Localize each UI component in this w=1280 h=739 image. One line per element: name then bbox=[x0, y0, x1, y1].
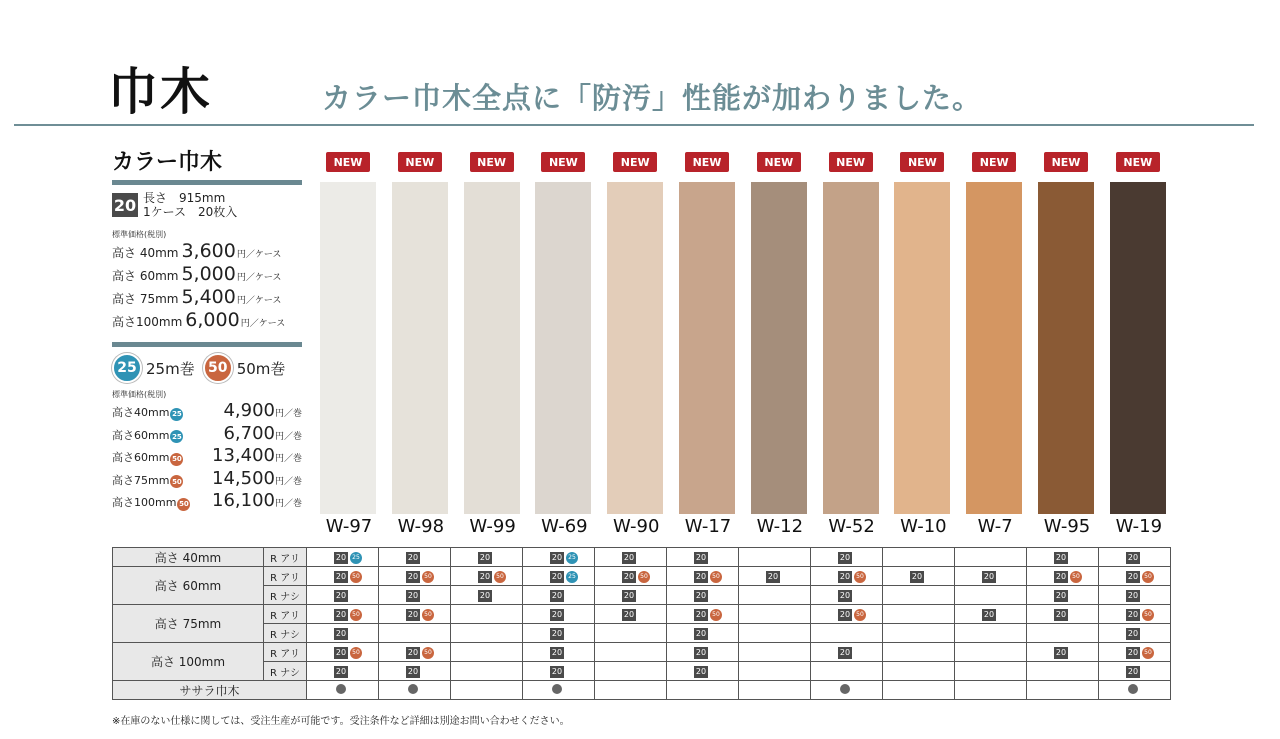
table-cell bbox=[307, 643, 379, 662]
table-cell bbox=[379, 567, 451, 586]
case-badge: 20 bbox=[695, 628, 707, 638]
case-badge: 20 bbox=[551, 590, 563, 600]
color-code: W-95 bbox=[1043, 516, 1091, 537]
table-cell bbox=[667, 605, 739, 624]
case-badge: 20 bbox=[551, 666, 563, 676]
case-badge: 20 bbox=[335, 628, 347, 638]
table-cell bbox=[523, 643, 595, 662]
table-cell bbox=[451, 681, 523, 700]
table-cell bbox=[667, 643, 739, 662]
price-unit: 円／ケース bbox=[236, 296, 282, 306]
new-tag: NEW bbox=[1116, 152, 1160, 172]
price-unit: 円／ケース bbox=[236, 273, 282, 283]
r-label: R ナシ bbox=[264, 586, 307, 605]
new-tag: NEW bbox=[685, 152, 729, 172]
color-code: W-17 bbox=[684, 516, 732, 537]
case-badge: 20 bbox=[1055, 590, 1067, 600]
price-amount: 6,000 bbox=[185, 309, 240, 331]
case-badge: 20 bbox=[623, 552, 635, 562]
color-code: W-12 bbox=[756, 516, 804, 537]
price-amount: 3,600 bbox=[181, 240, 236, 262]
table-cell bbox=[1027, 624, 1099, 643]
height-label: 高さ 100mm bbox=[113, 643, 264, 681]
roll-badge: 25 bbox=[170, 430, 183, 443]
table-cell bbox=[1027, 567, 1099, 586]
table-cell bbox=[667, 624, 739, 643]
color-chip bbox=[392, 182, 448, 514]
table-cell bbox=[667, 548, 739, 567]
table-cell bbox=[523, 624, 595, 643]
table-cell bbox=[379, 624, 451, 643]
color-code: W-52 bbox=[828, 516, 875, 537]
table-cell bbox=[1099, 605, 1171, 624]
color-code: W-10 bbox=[900, 516, 947, 537]
table-cell bbox=[523, 662, 595, 681]
table-cell bbox=[739, 681, 811, 700]
r-label: R アリ bbox=[264, 605, 307, 624]
case-badge: 20 bbox=[335, 552, 347, 562]
table-cell bbox=[451, 605, 523, 624]
price-amount: 6,700 bbox=[223, 422, 275, 444]
case-badge: 20 bbox=[335, 647, 347, 657]
case-badge: 20 bbox=[839, 552, 851, 562]
table-cell bbox=[595, 586, 667, 605]
case-badge: 20 bbox=[1055, 571, 1067, 581]
case-badge: 20 bbox=[983, 609, 995, 619]
r-label: R アリ bbox=[264, 548, 307, 567]
table-cell bbox=[667, 586, 739, 605]
table-cell bbox=[379, 643, 451, 662]
sasara-row bbox=[113, 681, 1171, 700]
roll-badge: 50 bbox=[710, 609, 722, 621]
color-chip bbox=[894, 182, 950, 514]
case-badge: 20 bbox=[551, 628, 563, 638]
table-cell bbox=[523, 605, 595, 624]
length-label: 長さ 915mm bbox=[143, 191, 226, 205]
case-badge: 20 bbox=[479, 552, 491, 562]
table-cell bbox=[811, 567, 883, 586]
table-cell bbox=[307, 586, 379, 605]
case-badge: 20 bbox=[407, 571, 419, 581]
color-chip bbox=[679, 182, 735, 514]
table-row bbox=[113, 643, 1171, 662]
roll-badge: 50 bbox=[422, 571, 434, 583]
case-count-badge: 20 bbox=[112, 193, 138, 217]
available-dot bbox=[552, 684, 562, 694]
case-badge: 20 bbox=[335, 590, 347, 600]
table-cell bbox=[1099, 662, 1171, 681]
case-badge: 20 bbox=[695, 609, 707, 619]
price-height: 高さ60mm bbox=[112, 451, 170, 464]
roll-50-label: 50m巻 bbox=[236, 359, 286, 378]
new-tag: NEW bbox=[829, 152, 873, 172]
price-unit: 円／巻 bbox=[274, 476, 302, 487]
table-row bbox=[113, 624, 1171, 643]
color-code: W-69 bbox=[541, 516, 588, 537]
table-row bbox=[113, 586, 1171, 605]
case-badge: 20 bbox=[1055, 647, 1067, 657]
color-code: W-90 bbox=[612, 516, 660, 537]
spec-table bbox=[112, 547, 1171, 700]
price-unit: 円／巻 bbox=[274, 454, 302, 464]
case-badge: 20 bbox=[1127, 666, 1139, 676]
roll-price-row bbox=[112, 400, 302, 423]
table-cell bbox=[811, 662, 883, 681]
new-tag: NEW bbox=[613, 152, 657, 172]
color-code: W-7 bbox=[977, 516, 1013, 537]
case-badge: 20 bbox=[623, 609, 635, 619]
case-badge: 20 bbox=[695, 552, 707, 562]
color-chip bbox=[966, 182, 1022, 514]
table-cell bbox=[307, 681, 379, 700]
price-unit: 円／巻 bbox=[274, 409, 302, 419]
case-badge: 20 bbox=[839, 647, 851, 657]
table-cell bbox=[811, 605, 883, 624]
table-cell bbox=[739, 567, 811, 586]
price-unit: 円／巻 bbox=[274, 499, 302, 509]
price-unit: 円／ケース bbox=[236, 250, 282, 260]
roll-badge: 50 bbox=[1142, 647, 1154, 659]
roll-legend bbox=[112, 353, 302, 383]
price-height: 高さ75mm bbox=[112, 473, 170, 487]
color-chip bbox=[1110, 182, 1166, 514]
case-badge: 20 bbox=[695, 590, 707, 600]
price-height: 高さ40mm bbox=[112, 406, 170, 419]
price-amount: 16,100 bbox=[212, 490, 275, 511]
color-chip bbox=[607, 182, 663, 514]
table-cell bbox=[667, 567, 739, 586]
roll-price-row bbox=[112, 490, 302, 513]
color-chip bbox=[320, 182, 376, 514]
table-cell bbox=[883, 567, 955, 586]
roll-badge: 50 bbox=[854, 571, 866, 583]
table-cell bbox=[1099, 586, 1171, 605]
new-tag: NEW bbox=[900, 152, 944, 172]
table-cell bbox=[379, 548, 451, 567]
case-badge: 20 bbox=[407, 666, 419, 676]
available-dot bbox=[1128, 684, 1138, 694]
table-cell bbox=[307, 605, 379, 624]
table-cell bbox=[883, 643, 955, 662]
roll-badge: 50 bbox=[494, 571, 506, 583]
table-cell bbox=[379, 605, 451, 624]
roll-badge: 50 bbox=[350, 647, 362, 659]
case-badge: 20 bbox=[839, 571, 851, 581]
table-cell bbox=[955, 681, 1027, 700]
table-cell bbox=[739, 586, 811, 605]
table-cell bbox=[523, 567, 595, 586]
roll-badge: 25 bbox=[170, 408, 183, 421]
case-badge: 20 bbox=[335, 666, 347, 676]
available-dot bbox=[408, 684, 418, 694]
height-label: 高さ 40mm bbox=[113, 548, 264, 567]
table-cell bbox=[1027, 662, 1099, 681]
case-label: 1ケース 20枚入 bbox=[143, 205, 238, 219]
top-divider bbox=[14, 124, 1254, 126]
table-cell bbox=[523, 586, 595, 605]
new-tag: NEW bbox=[541, 152, 585, 172]
table-cell bbox=[595, 624, 667, 643]
roll-badge: 50 bbox=[710, 571, 722, 583]
case-badge: 20 bbox=[1055, 609, 1067, 619]
roll-badge: 50 bbox=[350, 609, 362, 621]
table-cell bbox=[307, 662, 379, 681]
table-cell bbox=[1099, 548, 1171, 567]
roll-badge: 50 bbox=[170, 453, 183, 466]
case-spec bbox=[112, 191, 302, 219]
table-cell bbox=[883, 662, 955, 681]
case-badge: 20 bbox=[695, 647, 707, 657]
table-cell bbox=[595, 643, 667, 662]
r-label: R アリ bbox=[264, 643, 307, 662]
table-cell bbox=[523, 548, 595, 567]
table-cell bbox=[1027, 643, 1099, 662]
case-badge: 20 bbox=[839, 590, 851, 600]
roll-badge: 50 bbox=[422, 609, 434, 621]
roll-price-list bbox=[112, 400, 302, 513]
table-cell bbox=[307, 548, 379, 567]
price-amount: 5,000 bbox=[181, 263, 236, 285]
table-cell bbox=[955, 605, 1027, 624]
roll-badge: 50 bbox=[854, 609, 866, 621]
roll-25-label: 25m巻 bbox=[146, 359, 195, 378]
case-badge: 20 bbox=[479, 571, 491, 581]
case-badge: 20 bbox=[767, 571, 779, 581]
table-cell bbox=[955, 567, 1027, 586]
case-badge: 20 bbox=[1127, 647, 1139, 657]
table-cell bbox=[1099, 567, 1171, 586]
price-panel bbox=[112, 145, 302, 513]
case-price-row bbox=[112, 240, 302, 263]
table-cell bbox=[811, 586, 883, 605]
table-cell bbox=[811, 643, 883, 662]
case-badge: 20 bbox=[695, 571, 707, 581]
table-cell bbox=[955, 586, 1027, 605]
case-badge: 20 bbox=[335, 571, 347, 581]
table-cell bbox=[739, 605, 811, 624]
table-cell bbox=[451, 548, 523, 567]
table-row bbox=[113, 662, 1171, 681]
price-height: 高さ 40mm bbox=[112, 246, 179, 260]
case-badge: 20 bbox=[335, 609, 347, 619]
available-dot bbox=[336, 684, 346, 694]
table-cell bbox=[955, 548, 1027, 567]
roll-price-row bbox=[112, 468, 302, 491]
color-code: W-99 bbox=[469, 516, 516, 537]
case-badge: 20 bbox=[1055, 552, 1067, 562]
price-height: 高さ 60mm bbox=[112, 269, 179, 283]
case-badge: 20 bbox=[1127, 628, 1139, 638]
new-tag: NEW bbox=[972, 152, 1016, 172]
height-label: 高さ 75mm bbox=[113, 605, 264, 643]
price-height: 高さ 75mm bbox=[112, 292, 179, 306]
color-chip bbox=[535, 182, 591, 514]
case-badge: 20 bbox=[551, 571, 563, 581]
table-cell bbox=[451, 643, 523, 662]
roll-badge: 50 bbox=[1070, 571, 1082, 583]
new-tag: NEW bbox=[326, 152, 370, 172]
new-tag: NEW bbox=[1044, 152, 1088, 172]
table-cell bbox=[1027, 681, 1099, 700]
table-cell bbox=[379, 681, 451, 700]
table-cell bbox=[451, 567, 523, 586]
new-tag: NEW bbox=[757, 152, 801, 172]
case-badge: 20 bbox=[407, 552, 419, 562]
color-code: W-97 bbox=[325, 516, 373, 537]
table-cell bbox=[451, 586, 523, 605]
price-amount: 5,400 bbox=[181, 286, 236, 308]
color-code: W-19 bbox=[1115, 516, 1163, 537]
case-price-row bbox=[112, 309, 302, 332]
price-amount: 14,500 bbox=[212, 467, 275, 489]
section-divider bbox=[112, 180, 302, 185]
page-title: 巾木 bbox=[108, 63, 212, 121]
table-cell bbox=[451, 624, 523, 643]
table-cell bbox=[595, 548, 667, 567]
page-subtitle: カラー巾木全点に「防汚」性能が加わりました。 bbox=[322, 81, 983, 115]
table-cell bbox=[667, 681, 739, 700]
new-tag: NEW bbox=[398, 152, 442, 172]
price-height: 高さ60mm bbox=[112, 428, 170, 442]
roll-badge: 50 bbox=[422, 647, 434, 659]
roll-25-badge: 25 bbox=[112, 353, 142, 383]
case-badge: 20 bbox=[1127, 609, 1139, 619]
case-badge: 20 bbox=[623, 590, 635, 600]
table-cell bbox=[955, 662, 1027, 681]
height-label: 高さ 60mm bbox=[113, 567, 264, 605]
table-cell bbox=[883, 681, 955, 700]
table-cell bbox=[595, 681, 667, 700]
color-chip bbox=[1038, 182, 1094, 514]
table-cell bbox=[739, 624, 811, 643]
table-cell bbox=[379, 586, 451, 605]
case-price-list bbox=[112, 240, 302, 332]
case-badge: 20 bbox=[551, 647, 563, 657]
table-cell bbox=[811, 548, 883, 567]
new-tag: NEW bbox=[470, 152, 514, 172]
table-cell bbox=[739, 643, 811, 662]
case-badge: 20 bbox=[407, 647, 419, 657]
case-badge: 20 bbox=[551, 609, 563, 619]
case-badge: 20 bbox=[479, 590, 491, 600]
table-cell bbox=[1027, 548, 1099, 567]
roll-badge: 50 bbox=[170, 475, 183, 488]
case-badge: 20 bbox=[983, 571, 995, 581]
footnote: ※在庫のない仕様に関しては、受注生産が可能です。受注条件など詳細は別途お問い合わせください。 bbox=[112, 716, 570, 727]
case-badge: 20 bbox=[551, 552, 563, 562]
table-cell bbox=[811, 624, 883, 643]
case-badge: 20 bbox=[839, 609, 851, 619]
color-chip bbox=[751, 182, 807, 514]
section-title: カラー巾木 bbox=[112, 150, 223, 175]
table-row bbox=[113, 605, 1171, 624]
roll-price-row bbox=[112, 423, 302, 446]
table-cell bbox=[955, 624, 1027, 643]
price-height: 高さ100mm bbox=[112, 315, 183, 329]
case-badge: 20 bbox=[911, 571, 923, 581]
case-price-row bbox=[112, 263, 302, 286]
case-badge: 20 bbox=[695, 666, 707, 676]
table-cell bbox=[307, 567, 379, 586]
case-badge: 20 bbox=[1127, 571, 1139, 581]
table-cell bbox=[667, 662, 739, 681]
r-label: R ナシ bbox=[264, 624, 307, 643]
price-amount: 13,400 bbox=[212, 445, 275, 466]
r-label: R アリ bbox=[264, 567, 307, 586]
color-chip bbox=[823, 182, 879, 514]
table-cell bbox=[379, 662, 451, 681]
sasara-label: ササラ巾木 bbox=[113, 681, 307, 700]
roll-badge: 50 bbox=[1142, 571, 1154, 583]
color-code: W-98 bbox=[397, 516, 445, 537]
price-label-2: 標準価格(税別) bbox=[112, 390, 167, 399]
roll-badge: 50 bbox=[350, 571, 362, 583]
table-row bbox=[113, 548, 1171, 567]
table-cell bbox=[307, 624, 379, 643]
roll-badge: 25 bbox=[350, 552, 362, 564]
table-cell bbox=[955, 643, 1027, 662]
case-badge: 20 bbox=[1127, 552, 1139, 562]
roll-badge: 25 bbox=[566, 552, 578, 564]
table-row bbox=[113, 567, 1171, 586]
price-height: 高さ100mm bbox=[112, 496, 177, 509]
color-chip bbox=[464, 182, 520, 514]
case-badge: 20 bbox=[1127, 590, 1139, 600]
table-cell bbox=[739, 548, 811, 567]
table-cell bbox=[595, 662, 667, 681]
roll-badge: 50 bbox=[177, 498, 190, 511]
available-dot bbox=[840, 684, 850, 694]
roll-50-badge: 50 bbox=[203, 353, 233, 383]
table-cell bbox=[883, 586, 955, 605]
case-badge: 20 bbox=[407, 609, 419, 619]
price-amount: 4,900 bbox=[223, 400, 275, 421]
table-cell bbox=[811, 681, 883, 700]
r-label: R ナシ bbox=[264, 662, 307, 681]
table-cell bbox=[1027, 586, 1099, 605]
table-cell bbox=[1099, 681, 1171, 700]
table-cell bbox=[739, 662, 811, 681]
table-cell bbox=[883, 605, 955, 624]
table-cell bbox=[523, 681, 595, 700]
case-badge: 20 bbox=[623, 571, 635, 581]
roll-badge: 50 bbox=[638, 571, 650, 583]
price-label: 標準価格(税別) bbox=[112, 230, 167, 239]
case-price-row bbox=[112, 286, 302, 309]
roll-badge: 25 bbox=[566, 571, 578, 583]
case-badge: 20 bbox=[407, 590, 419, 600]
table-cell bbox=[883, 624, 955, 643]
table-cell bbox=[595, 605, 667, 624]
table-cell bbox=[595, 567, 667, 586]
roll-price-row bbox=[112, 445, 302, 468]
price-unit: 円／ケース bbox=[240, 319, 286, 329]
roll-badge: 50 bbox=[1142, 609, 1154, 621]
table-cell bbox=[1099, 643, 1171, 662]
table-cell bbox=[451, 662, 523, 681]
price-unit: 円／巻 bbox=[274, 431, 302, 442]
table-cell bbox=[883, 548, 955, 567]
table-cell bbox=[1099, 624, 1171, 643]
table-cell bbox=[1027, 605, 1099, 624]
section-divider-2 bbox=[112, 342, 302, 347]
